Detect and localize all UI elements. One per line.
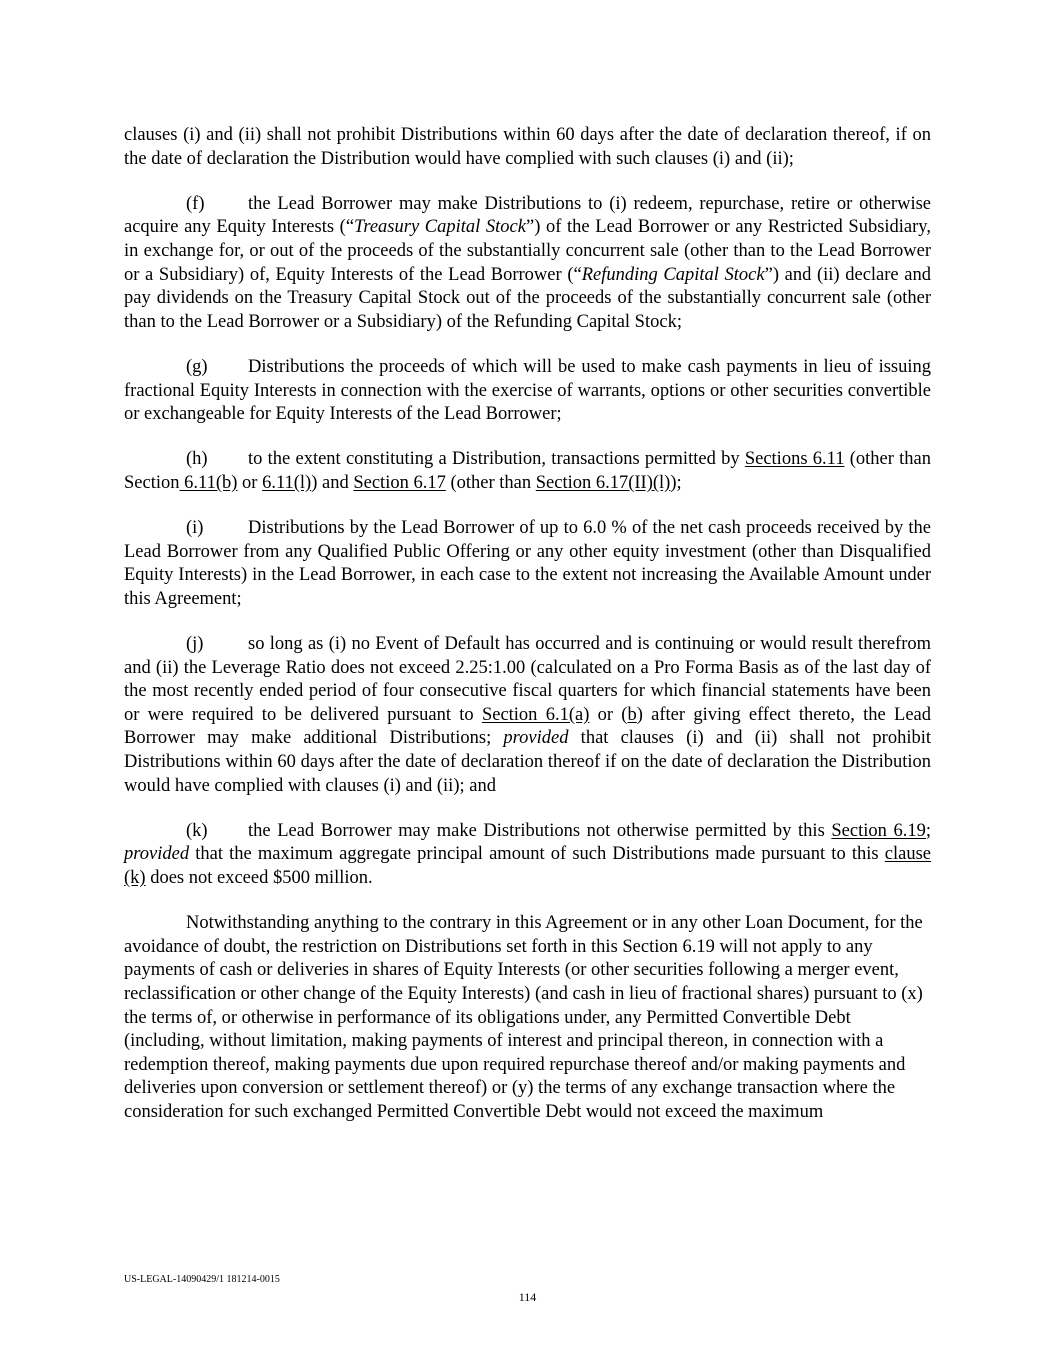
section-reference: 6.11(b) [179, 472, 238, 493]
section-reference: Section 6.1(a) [481, 704, 590, 725]
section-reference: Section 6.19 [831, 820, 926, 841]
clause-h: (h) to the extent constituting a Distribution, transactions permitted by Sections 6.11 (other than Section 6.11(b) or 6.11(l)) and Section 6.17 (other than Section 6.17(II)(l)); [124, 449, 931, 493]
document-id-footer: US-LEGAL-14090429/1 181214-0015 [124, 1274, 280, 1285]
document-body [124, 124, 931, 1146]
clause-i-label: (i) [186, 518, 204, 539]
clause-f: (f) the Lead Borrower may make Distributions to (i) redeem, repurchase, retire or otherwise acquire any Equity Interests (“Treasury Capital Stock”) of the Lead Borrower or any Restricted Subsidiary, in exchange for, or out of the proceeds of the substantially concurrent sale (other than to the Lead Borrower or a Subsidiary) of, Equity Interests of the Lead Borrower (“Refunding Capital Stock”) and (ii) declare and pay dividends on the Treasury Capital Stock out of the proceeds of the substantially concurrent sale (other than to the Lead Borrower or a Subsidiary) of the Refunding Capital Stock; [124, 193, 931, 332]
paragraph-continuation: clauses (i) and (ii) shall not prohibit Distributions within 60 days after the date of declaration thereof, if on the date of declaration the Distribution would have complied with such clauses (i) and (ii); [124, 125, 931, 169]
clause-g-label: (g) [186, 356, 208, 377]
clause-k: (k) the Lead Borrower may make Distributions not otherwise permitted by this Section 6.19; provided that the maximum aggregate principal amount of such Distributions made pursuant to this clause (k) does not exceed $500 million. [124, 820, 931, 888]
section-reference: 6.11(l) [262, 472, 312, 493]
clause-j-label: (j) [186, 634, 204, 655]
clause-h-label: (h) [186, 449, 208, 470]
notwithstanding-paragraph: Notwithstanding anything to the contrary in this Agreement or in any other Loan Document, for the avoidance of doubt, the restriction on Distributions set forth in this Section 6.19 will not apply to any payments of cash or deliveries in shares of Equity Interests (or other securities following a merger event, reclassification or other change of the Equity Interests) (and cash in lieu of fractional shares) pursuant to (x) the terms of, or otherwise in performance of its obligations under, any Permitted Convertible Debt (including, without limitation, making payments of interest and principal thereon, in connection with a redemption thereof, making payments due upon required repurchase thereof and/or making payments and deliveries upon conversion or settlement thereof) or (y) the terms of any exchange transaction where the consideration for such exchanged Permitted Convertible Debt would not exceed the maximum [124, 913, 923, 1122]
section-reference: Section 6.17 [353, 472, 446, 493]
section-reference: Section 6.17(II)(l) [535, 472, 671, 493]
clause-g: (g) Distributions the proceeds of which will be used to make cash payments in lieu of issuing fractional Equity Interests in connection with the exercise of warrants, options or other securities convertible or exchangeable for Equity Interests of the Lead Borrower; [124, 356, 931, 425]
page-number: 114 [518, 1290, 537, 1304]
clause-i: (i) Distributions by the Lead Borrower of up to 6.0 % of the net cash proceeds received by the Lead Borrower from any Qualified Public Offering or any other equity investment (other than Disqualified Equity Interests) in the Lead Borrower, in each case to the extent not increasing the Available Amount under this Agreement; [124, 518, 931, 609]
clause-reference: clause (k) [124, 844, 931, 888]
proviso-term: provided [124, 844, 190, 865]
section-reference: b [627, 704, 637, 725]
proviso-term: provided [503, 728, 569, 749]
defined-term-treasury-capital-stock: Treasury Capital Stock [354, 217, 526, 238]
defined-term-refunding-capital-stock: Refunding Capital Stock [581, 264, 765, 285]
clause-j: (j) so long as (i) no Event of Default has occurred and is continuing or would result therefrom and (ii) the Leverage Ratio does not exceed 2.25:1.00 (calculated on a Pro Forma Basis as of the last day of the most recently ended period of four consecutive fiscal quarters for which financial statements have been or were required to be delivered pursuant to Section 6.1(a) or (b) after giving effect thereto, the Lead Borrower may make additional Distributions; provided that clauses (i) and (ii) shall not prohibit Distributions within 60 days after the date of declaration thereof if on the date of declaration the Distribution would have complied with clauses (i) and (ii); and [124, 634, 932, 796]
clause-f-label: (f) [186, 193, 205, 214]
section-reference: Sections 6.11 [744, 449, 845, 470]
clause-k-label: (k) [186, 820, 208, 841]
